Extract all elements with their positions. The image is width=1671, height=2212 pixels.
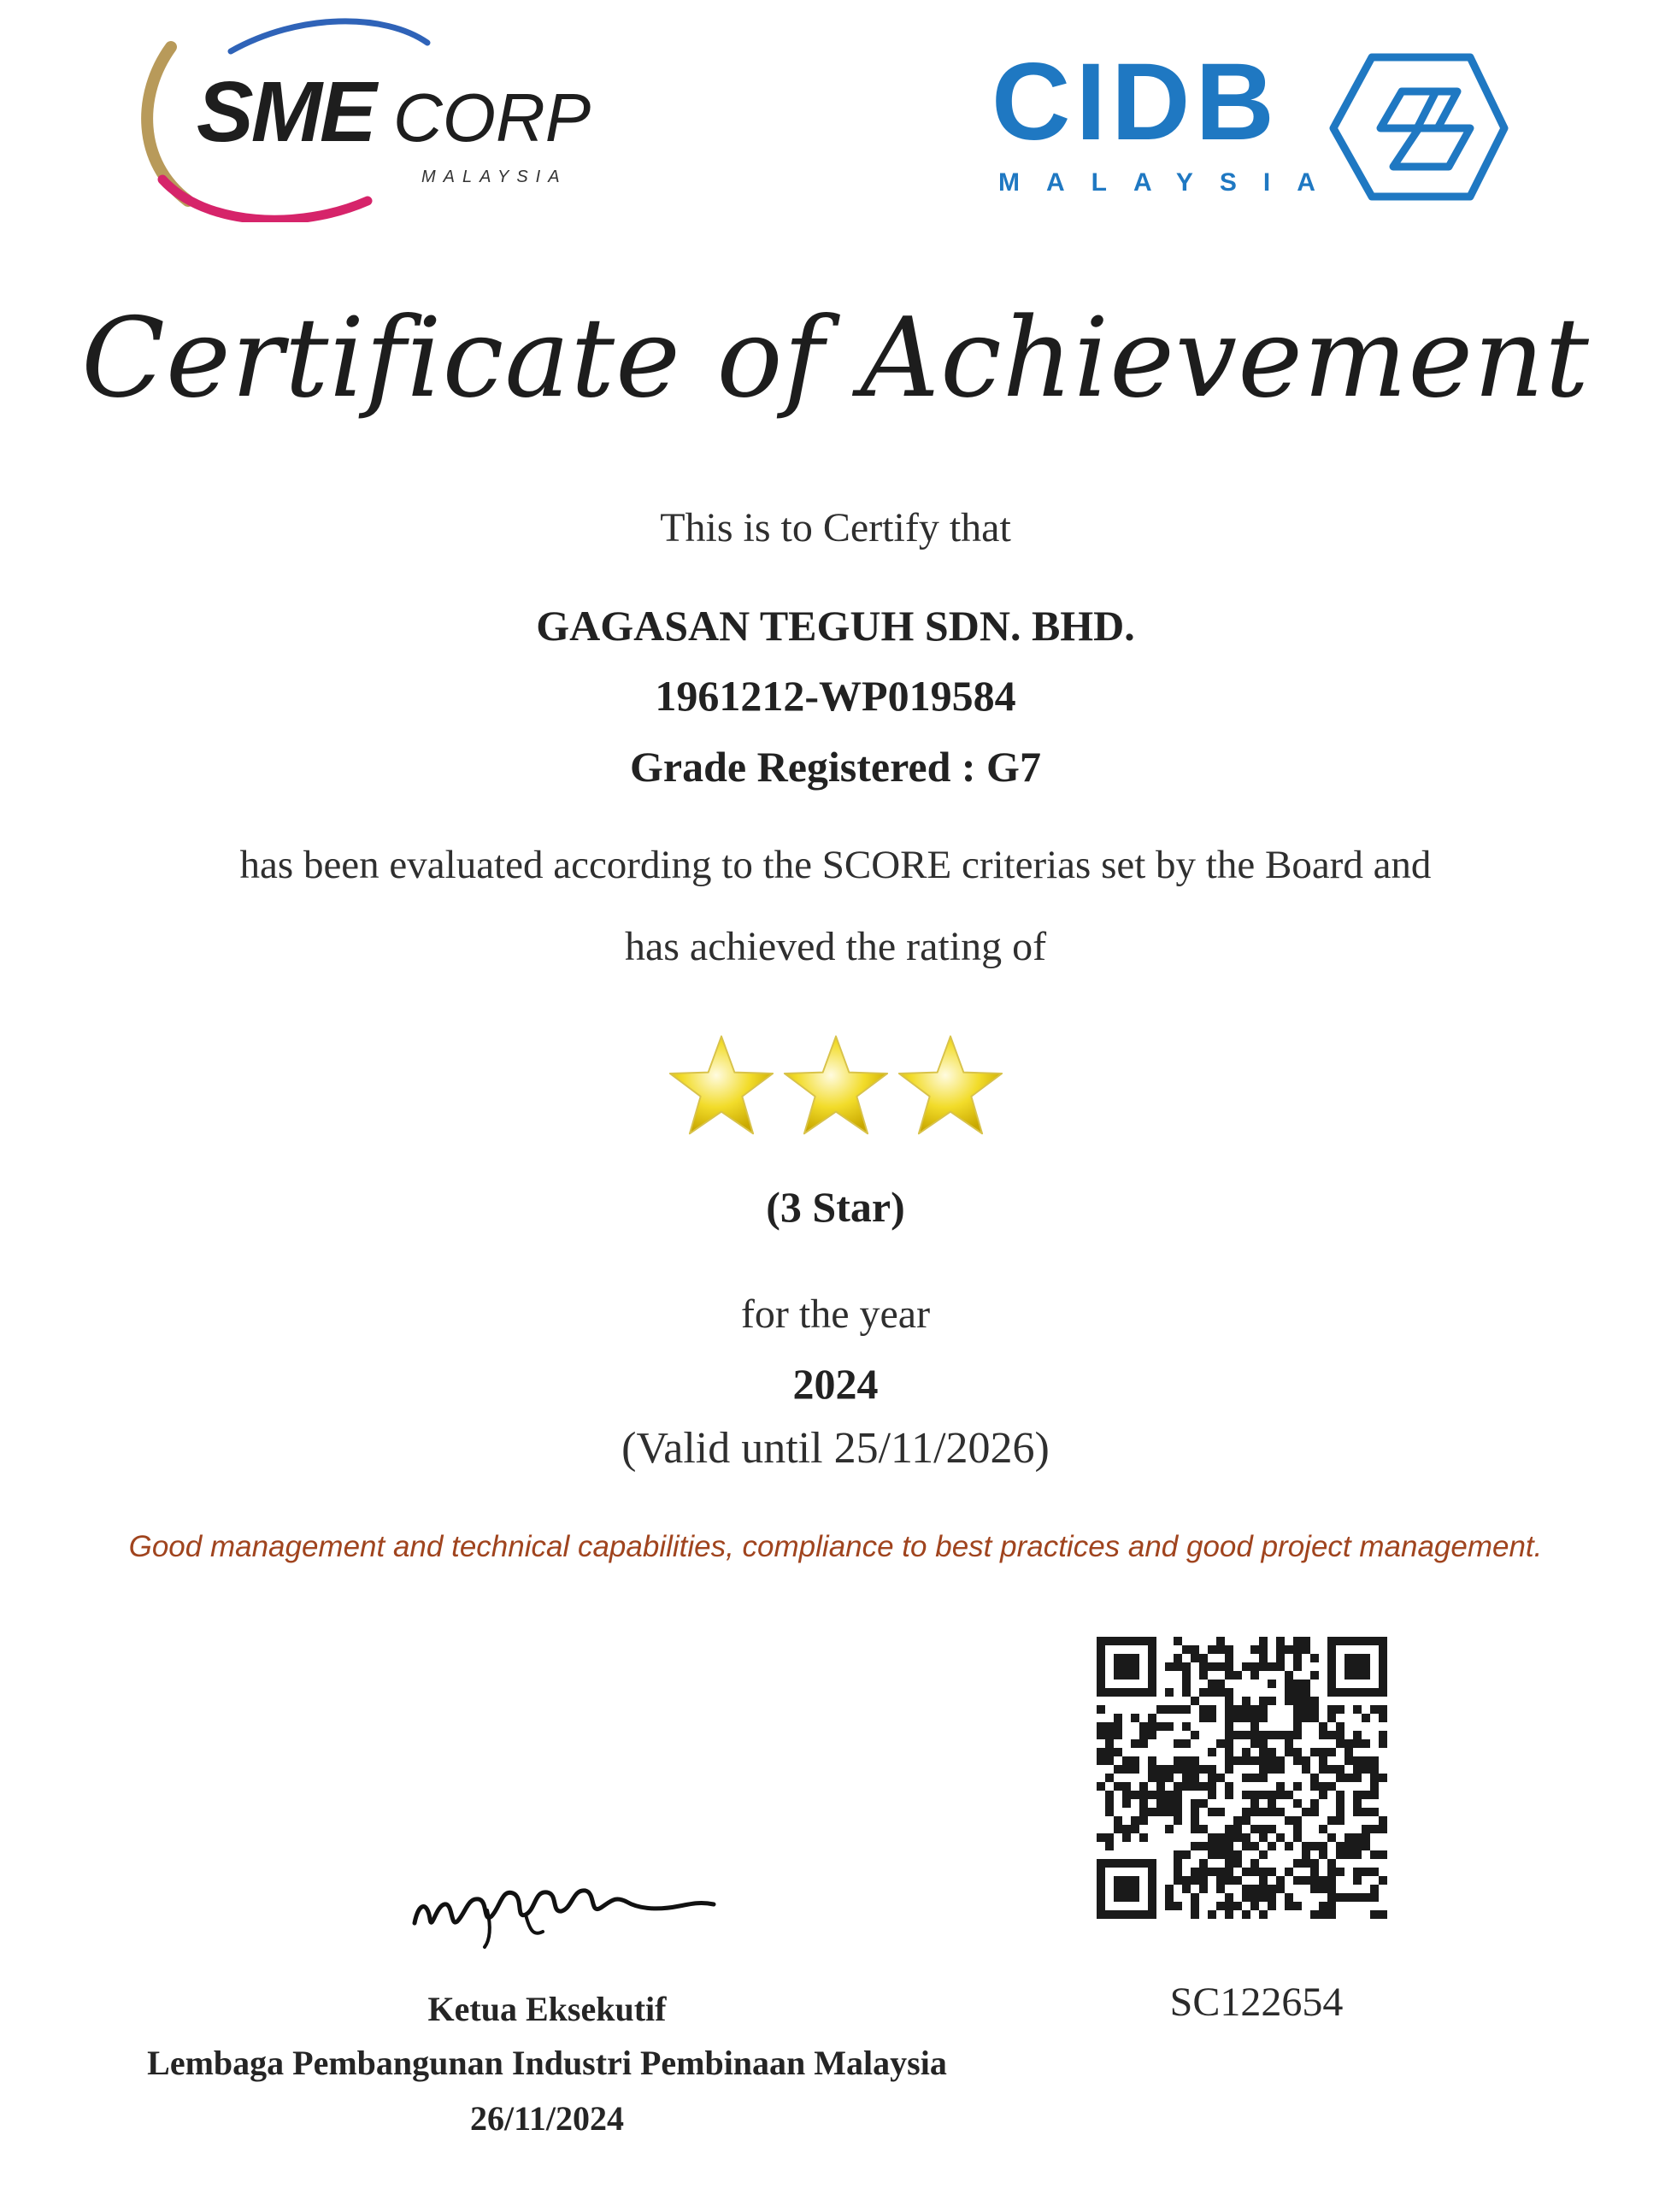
sme-logo-wordmark-light: CORP: [393, 79, 591, 156]
cidb-logo: [991, 38, 1521, 209]
rating-description-tagline: Good management and technical capabilities, compliance to best practices and good project management.: [128, 1530, 1543, 1563]
certificate-title: Certificate of Achievement: [81, 295, 1590, 422]
sme-logo-country: MALAYSIA: [421, 168, 568, 186]
cidb-logo-country: MALAYSIA: [998, 168, 1342, 197]
achievement-statement: has achieved the rating of: [624, 924, 1047, 969]
star-icon: [781, 1032, 891, 1138]
cidb-logo-hexagon-mark: [1333, 57, 1504, 197]
star-icon: [896, 1032, 1005, 1138]
sme-logo-wordmark-bold: SME: [197, 64, 374, 160]
serial-number: SC122654: [1169, 1980, 1344, 2025]
grade-registered: Grade Registered : G7: [630, 743, 1041, 791]
signatory-organization: Lembaga Pembangunan Industri Pembinaan Malaysia: [147, 2044, 947, 2082]
evaluation-statement: has been evaluated according to the SCORE criterias set by the Board and: [239, 843, 1432, 887]
validity-period: (Valid until 25/11/2026): [621, 1424, 1050, 1473]
star-rating: [0, 1026, 1671, 1145]
year-prefix: for the year: [740, 1291, 931, 1337]
rating-year: 2024: [792, 1360, 879, 1408]
handwritten-signature: [406, 1855, 731, 1957]
signature-date: 26/11/2024: [469, 2099, 625, 2138]
verification-qr-code[interactable]: [1097, 1637, 1387, 1919]
cidb-logo-wordmark: CIDB: [991, 41, 1280, 163]
star-icon: [667, 1032, 776, 1138]
signatory-title: Ketua Eksekutif: [427, 1990, 667, 2028]
rating-label: (3 Star): [766, 1183, 905, 1231]
certify-intro: This is to Certify that: [660, 505, 1011, 550]
sme-corp-logo: [137, 17, 633, 222]
sme-logo-gold-swoosh: [147, 47, 188, 201]
sme-logo-pink-swoosh: [162, 179, 368, 220]
company-name: GAGASAN TEGUH SDN. BHD.: [536, 602, 1135, 650]
company-registration-number: 1961212-WP019584: [655, 672, 1016, 720]
sme-logo-blue-swoosh: [231, 21, 427, 51]
